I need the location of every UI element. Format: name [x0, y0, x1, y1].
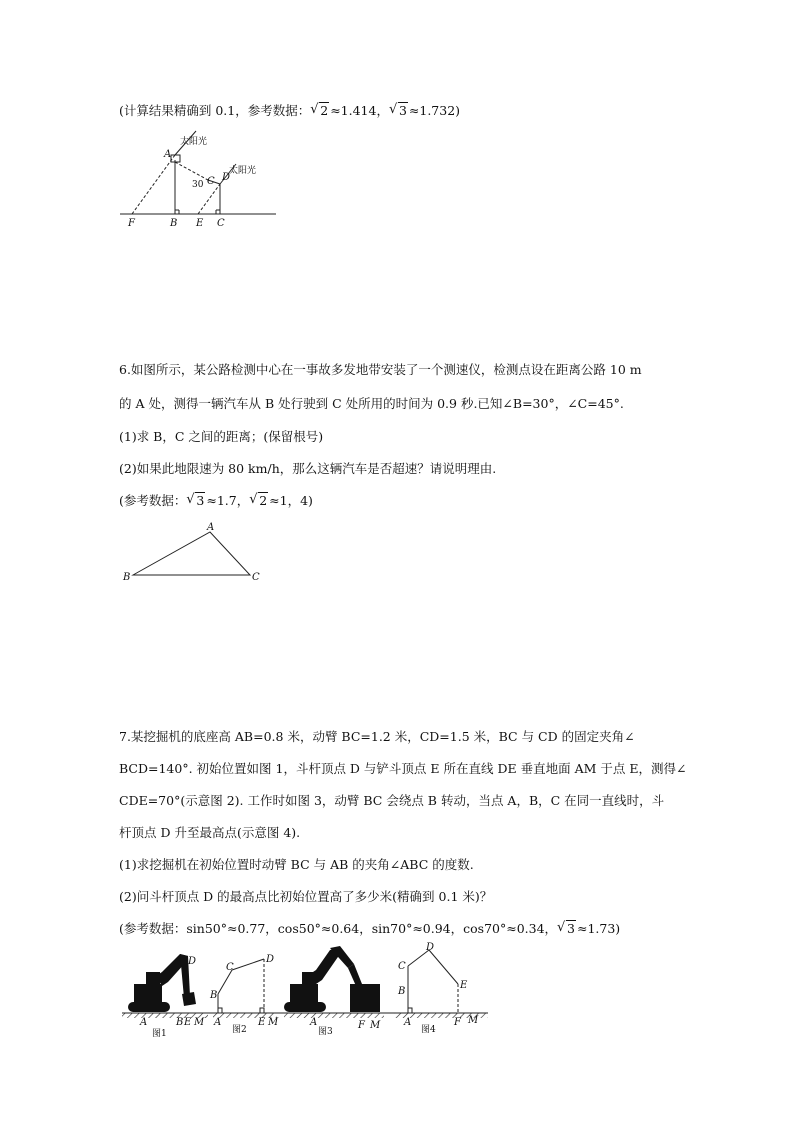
- excavator-silhouette-3: [284, 946, 380, 1012]
- q5-value-2: ≈1.414，: [330, 103, 389, 118]
- sunlight-label-2: 太阳光: [229, 166, 257, 176]
- q5-value-3: ≈1.732): [408, 103, 461, 118]
- q5-note-prefix: (计算结果精确到 0.1，参考数据：: [119, 103, 311, 118]
- q7-line-4: 杆顶点 D 升至最高点(示意图 4).: [119, 825, 301, 840]
- label-B: B: [170, 218, 178, 229]
- q6-value-3: ≈1.7，: [206, 493, 250, 508]
- label-B: B: [123, 572, 131, 583]
- q7-value-3: ≈1.73): [577, 921, 621, 936]
- q7-line-1: 7.某挖掘机的底座高 AB=0.8 米，动臂 BC=1.2 米，CD=1.5 米，BC 与 CD 的固定夹角∠: [119, 729, 635, 744]
- q7-line-6: (2)问斗杆顶点 D 的最高点比初始位置高了多少米(精确到 0.1 米)？: [119, 889, 493, 904]
- f4-label-B: B: [398, 986, 406, 997]
- label-C: C: [217, 218, 225, 229]
- f4-label-E: E: [460, 980, 468, 991]
- f4-label-D: D: [426, 942, 435, 953]
- q6-value-2: ≈1，4): [269, 493, 313, 508]
- caption-fig2: 图2: [232, 1025, 247, 1035]
- q6-line-1: 6.如图所示，某公路检测中心在一事故多发地带安装了一个测速仪，检测点设在距离公路 10 m: [119, 362, 642, 377]
- q6-radicand-3: 3: [196, 493, 205, 508]
- q5-figure: [118, 128, 278, 230]
- q7-note-prefix: (参考数据：sin50°≈0.77，cos50°≈0.64，sin70°≈0.94，cos70°≈0.34，: [119, 921, 558, 936]
- label-A: A: [207, 522, 215, 533]
- sqrt-symbol: [249, 492, 268, 510]
- f4-label-C: C: [398, 961, 406, 972]
- f1-label-E: E: [184, 1017, 192, 1028]
- f1-label-D: D: [188, 956, 197, 967]
- q7-reference-note: [119, 920, 620, 938]
- f2-label-C: C: [226, 962, 234, 973]
- q6-line-4: (2)如果此地限速为 80 km/h，那么这辆汽车是否超速？请说明理由.: [119, 461, 497, 476]
- label-F: F: [128, 218, 135, 229]
- f2-label-M: M: [268, 1017, 279, 1028]
- q7-excavator-figures: [118, 942, 490, 1040]
- q7-radicand-3: 3: [567, 921, 575, 936]
- ground-hatch-3: [284, 1013, 384, 1018]
- label-C-upper: C: [207, 176, 215, 187]
- q7-line-2: BCD=140°. 初始位置如图 1，斗杆顶点 D 与铲斗顶点 E 所在直线 DE 垂直地面 AM 于点 E，测得∠: [119, 761, 687, 776]
- q6-triangle-figure: [118, 518, 268, 586]
- q7-line-3: CDE=70°(示意图 2). 工作时如图 3，动臂 BC 会绕点 B 转动，当点 A，B，C 在同一直线时，斗: [119, 793, 665, 808]
- sqrt-symbol: [310, 102, 329, 120]
- caption-fig4: 图4: [421, 1025, 436, 1035]
- label-E: E: [196, 218, 204, 229]
- f1-label-M: M: [194, 1017, 205, 1028]
- f3-label-F: F: [358, 1020, 365, 1031]
- f2-label-A: A: [214, 1017, 222, 1028]
- f4-label-M: M: [468, 1015, 479, 1026]
- q6-note-prefix: (参考数据：: [119, 493, 187, 508]
- sqrt-symbol: [557, 920, 576, 938]
- triangle-ABC: [133, 532, 250, 575]
- excavator-silhouette-1: [128, 954, 196, 1012]
- f3-label-A: A: [310, 1017, 318, 1028]
- f4-label-A: A: [404, 1017, 412, 1028]
- line-AC: [175, 162, 208, 180]
- q5-reference-note: [119, 102, 460, 120]
- sqrt-symbol: [389, 102, 408, 120]
- label-D: D: [222, 172, 231, 183]
- f4-label-F: F: [454, 1017, 461, 1028]
- caption-fig1: 图1: [152, 1029, 167, 1039]
- sunlight-label-1: 太阳光: [180, 137, 208, 147]
- f1-label-A: A: [140, 1017, 148, 1028]
- q6-reference-note: [119, 492, 313, 510]
- q6-radicand-2: 2: [259, 493, 268, 508]
- q5-radicand-2: 2: [320, 103, 329, 118]
- sqrt-symbol: [186, 492, 205, 510]
- q5-radicand-3: 3: [398, 103, 407, 118]
- label-A: A: [164, 149, 172, 160]
- f1-label-B: B: [176, 1017, 184, 1028]
- caption-fig3: 图3: [318, 1027, 333, 1037]
- label-C: C: [252, 572, 260, 583]
- f2-label-D: D: [266, 954, 275, 965]
- shadow-ray-1: [132, 155, 175, 214]
- f3-label-M: M: [370, 1020, 381, 1031]
- schematic-2: [218, 959, 264, 1013]
- f2-label-B: B: [210, 990, 218, 1001]
- q7-line-5: (1)求挖掘机在初始位置时动臂 BC 与 AB 的夹角∠ABC 的度数.: [119, 857, 474, 872]
- q6-line-3: (1)求 B，C 之间的距离；(保留根号): [119, 429, 324, 444]
- f2-label-E: E: [258, 1017, 266, 1028]
- angle-30-label: 30: [192, 180, 204, 190]
- schematic-4: [408, 950, 458, 1013]
- q6-line-2: 的 A 处，测得一辆汽车从 B 处行驶到 C 处所用的时间为 0.9 秒.已知∠B=30°，∠C=45°.: [119, 396, 624, 411]
